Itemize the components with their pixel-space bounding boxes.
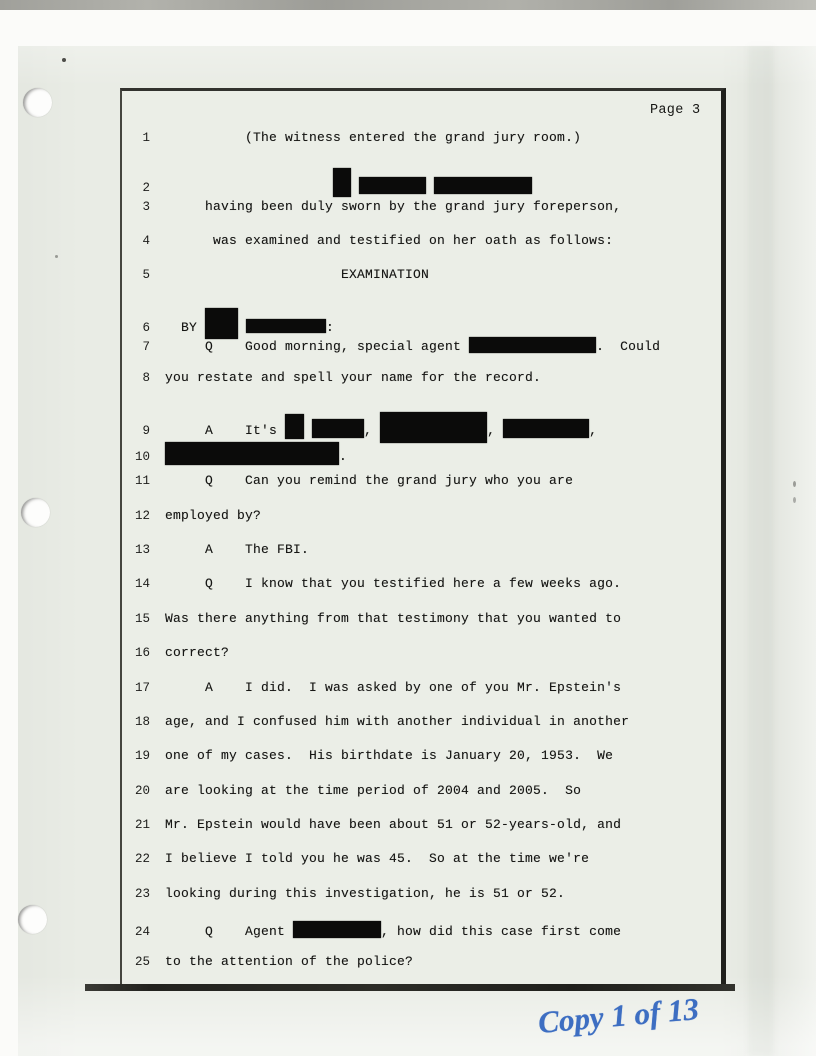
line-number: 24 bbox=[134, 924, 150, 939]
line-text bbox=[165, 783, 581, 798]
transcript-line bbox=[124, 849, 724, 883]
text-segment: , bbox=[589, 422, 598, 438]
text-segment: Mr. Epstein would have been about 51 or 52-years-old, and bbox=[165, 816, 622, 832]
text-segment: : bbox=[326, 319, 335, 335]
text-segment: age, and I confused him with another individual in another bbox=[165, 713, 630, 729]
transcript-line bbox=[124, 128, 724, 162]
transcript-line bbox=[124, 403, 724, 437]
text-segment: Was there anything from that testimony that you wanted to bbox=[165, 610, 622, 626]
transcript-line bbox=[124, 334, 724, 368]
text-segment: Q I know that you testified here a few weeks ago. bbox=[165, 576, 622, 592]
line-text bbox=[165, 542, 309, 557]
text-segment: , how did this case first come bbox=[381, 923, 622, 939]
line-number: 20 bbox=[134, 783, 150, 798]
line-text bbox=[165, 645, 229, 660]
transcript-line bbox=[124, 884, 724, 918]
line-text bbox=[165, 851, 589, 866]
text-segment bbox=[238, 320, 246, 335]
text-segment: Q Good morning, special agent bbox=[165, 339, 470, 355]
line-text bbox=[165, 233, 613, 248]
transcript-line bbox=[124, 952, 724, 986]
line-number: 5 bbox=[142, 268, 150, 283]
redaction-bar bbox=[359, 177, 426, 194]
ink-speck bbox=[793, 481, 796, 487]
line-number: 13 bbox=[134, 543, 150, 558]
text-segment bbox=[351, 180, 359, 195]
line-number: 17 bbox=[134, 680, 150, 695]
transcript-line bbox=[124, 506, 724, 540]
text-segment: employed by? bbox=[165, 507, 262, 523]
line-number: 7 bbox=[142, 340, 150, 355]
line-text bbox=[165, 320, 334, 335]
line-number: 15 bbox=[134, 611, 150, 626]
redaction-bar bbox=[165, 442, 339, 465]
text-segment: was examined and testified on her oath as follows: bbox=[165, 233, 614, 249]
transcript-line bbox=[124, 746, 724, 780]
text-segment: , bbox=[487, 422, 504, 438]
line-number: 21 bbox=[134, 817, 150, 832]
transcript-line bbox=[124, 197, 724, 231]
transcript-line bbox=[124, 265, 724, 299]
line-number: 6 bbox=[142, 320, 150, 335]
line-number: 16 bbox=[134, 646, 150, 661]
line-text bbox=[165, 339, 660, 354]
transcript-line bbox=[124, 918, 724, 952]
line-text bbox=[165, 423, 597, 438]
transcript-line bbox=[124, 712, 724, 746]
line-text bbox=[165, 611, 621, 626]
line-text bbox=[165, 180, 532, 195]
transcript-line bbox=[124, 678, 724, 712]
redaction-bar bbox=[293, 921, 381, 938]
text-segment: are looking at the time period of 2004 and 2005. So bbox=[165, 782, 582, 798]
transcript-line bbox=[124, 574, 724, 608]
line-text bbox=[165, 924, 621, 939]
line-number: 23 bbox=[134, 886, 150, 901]
text-segment: looking during this investigation, he is 51 or 52. bbox=[165, 885, 566, 901]
redaction-bar bbox=[469, 337, 596, 353]
line-number: 10 bbox=[134, 450, 150, 465]
line-text bbox=[165, 886, 565, 901]
transcript-line bbox=[124, 815, 724, 849]
redaction-bar bbox=[312, 419, 364, 438]
handwritten-copy-note: Copy 1 of 13 bbox=[536, 991, 701, 1040]
line-number: 14 bbox=[134, 577, 150, 592]
line-text bbox=[165, 267, 429, 282]
line-number: 18 bbox=[134, 714, 150, 729]
transcript-line bbox=[124, 231, 724, 265]
redaction-bar bbox=[246, 319, 326, 333]
line-text bbox=[165, 508, 261, 523]
transcript bbox=[124, 128, 724, 987]
page-number-label: Page 3 bbox=[650, 103, 701, 118]
redaction-bar bbox=[380, 412, 487, 443]
line-text bbox=[165, 199, 621, 214]
text-segment: , bbox=[364, 422, 381, 438]
ink-speck bbox=[55, 255, 58, 258]
text-segment: you restate and spell your name for the record. bbox=[165, 370, 542, 386]
text-segment: A I did. I was asked by one of you Mr. Epstein's bbox=[165, 679, 622, 695]
transcript-line bbox=[124, 162, 724, 196]
line-text bbox=[165, 576, 621, 591]
line-text bbox=[165, 473, 573, 488]
text-segment: (The witness entered the grand jury room.) bbox=[165, 130, 582, 145]
text-segment bbox=[304, 423, 312, 438]
text-segment: A The FBI. bbox=[165, 542, 310, 558]
line-text bbox=[165, 680, 621, 695]
line-number: 2 bbox=[142, 181, 150, 196]
line-text bbox=[165, 370, 541, 385]
line-number: 22 bbox=[134, 852, 150, 867]
ink-speck bbox=[62, 58, 66, 62]
text-segment bbox=[426, 180, 434, 195]
transcript-line bbox=[124, 781, 724, 815]
text-segment bbox=[165, 180, 333, 195]
line-text bbox=[165, 449, 347, 464]
redaction-bar bbox=[434, 177, 532, 194]
text-segment: to the attention of the police? bbox=[165, 954, 414, 970]
line-number: 11 bbox=[134, 474, 150, 489]
text-segment: one of my cases. His birthdate is January 20, 1953. We bbox=[165, 748, 614, 764]
text-segment: Q Can you remind the grand jury who you are bbox=[165, 473, 574, 489]
transcript-line bbox=[124, 368, 724, 402]
text-segment: A It's bbox=[165, 422, 286, 438]
text-segment: correct? bbox=[165, 645, 230, 661]
hole-punch bbox=[21, 498, 50, 527]
text-segment: having been duly sworn by the grand jury foreperson, bbox=[165, 198, 622, 214]
redaction-bar bbox=[333, 168, 351, 197]
line-text bbox=[165, 748, 613, 763]
line-number: 12 bbox=[134, 508, 150, 523]
line-number: 25 bbox=[134, 955, 150, 970]
scanner-edge-band bbox=[0, 0, 816, 10]
hole-punch bbox=[18, 905, 47, 934]
ink-speck bbox=[793, 497, 796, 503]
hole-punch bbox=[23, 88, 52, 117]
transcript-line bbox=[124, 540, 724, 574]
transcript-line bbox=[124, 643, 724, 677]
transcript-line bbox=[124, 609, 724, 643]
transcript-line bbox=[124, 471, 724, 505]
text-segment: Q Agent bbox=[165, 923, 294, 939]
text-segment: . bbox=[339, 449, 348, 465]
text-segment: I believe I told you he was 45. So at the time we're bbox=[165, 851, 590, 867]
line-number: 19 bbox=[134, 749, 150, 764]
line-text bbox=[165, 817, 621, 832]
line-number: 9 bbox=[142, 423, 150, 438]
line-number: 3 bbox=[142, 199, 150, 214]
text-segment: BY bbox=[165, 319, 206, 335]
line-number: 4 bbox=[142, 234, 150, 249]
transcript-line bbox=[124, 300, 724, 334]
redaction-bar bbox=[503, 419, 589, 438]
line-number: 1 bbox=[142, 131, 150, 145]
paper-fold-streak bbox=[748, 46, 774, 1056]
line-text bbox=[165, 714, 629, 729]
redaction-bar bbox=[285, 414, 304, 439]
line-text bbox=[165, 954, 413, 969]
line-text bbox=[165, 130, 581, 145]
line-number: 8 bbox=[142, 371, 150, 386]
text-segment: . Could bbox=[596, 339, 661, 355]
text-segment: EXAMINATION bbox=[165, 267, 430, 283]
redaction-bar bbox=[205, 308, 238, 339]
